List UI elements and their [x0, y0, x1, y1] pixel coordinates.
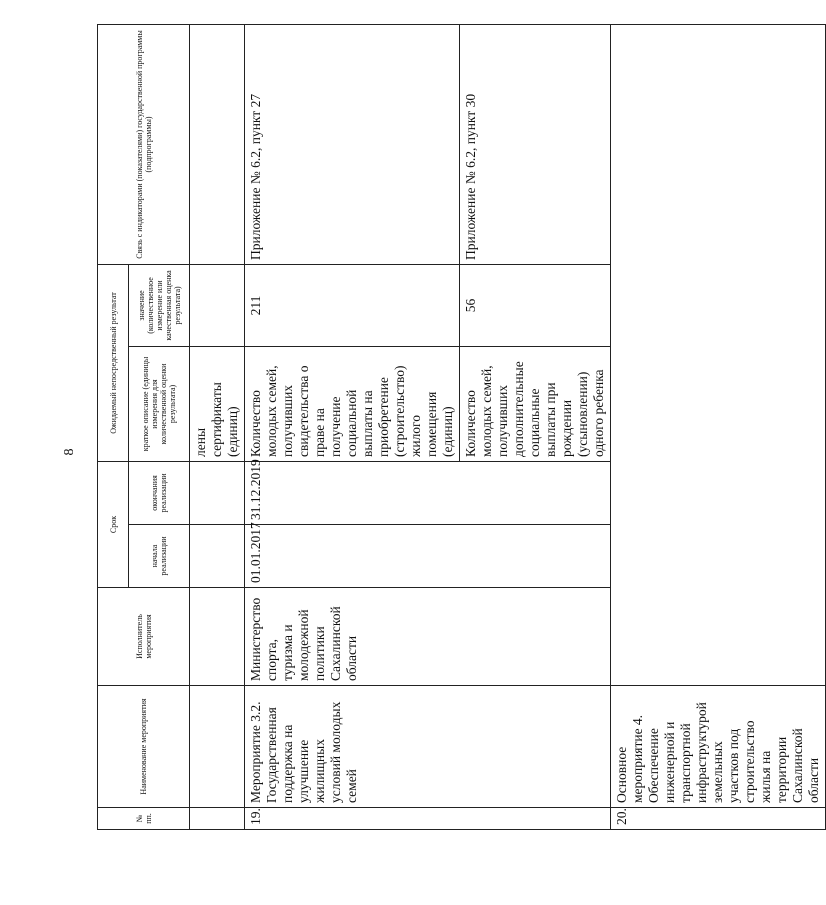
cell-executor: Министерство спорта, туризма и молодежной политики Сахалинской области	[245, 588, 611, 686]
cell-value: 56	[460, 264, 611, 346]
cell-value: 211	[245, 264, 460, 346]
header-link: Связь с индикаторами (показателями) государственной программы (подпрограммы)	[98, 24, 190, 264]
header-num: № пп.	[98, 808, 190, 830]
header-executor: Исполнитель мероприятия	[98, 588, 190, 686]
header-expected-desc: краткое описание (единицы измерения для количественной оценки результата)	[129, 346, 190, 461]
cell-link: Приложение № 6.2, пункт 30	[460, 24, 611, 264]
cell-desc: Количество молодых семей, получивших дополнительные социальные выплаты при рождении (усыновлении) одного ребенка	[460, 346, 611, 461]
header-term: Срок	[98, 461, 129, 587]
page-number: 8	[62, 448, 77, 456]
cell-link	[190, 24, 245, 264]
table-row	[190, 24, 245, 829]
cell-num: 19.	[245, 808, 611, 830]
header-term-end: окончания реализации	[129, 461, 190, 524]
cell-executor	[190, 588, 245, 686]
activities-table	[97, 24, 826, 830]
rotated-table-container	[97, 25, 821, 830]
header-expected: Ожидаемый непосредственный результат	[98, 264, 129, 461]
header-term-start: начала реализации	[129, 525, 190, 588]
cell-empty-span	[611, 24, 826, 685]
cell-end	[190, 461, 245, 524]
cell-num	[190, 808, 245, 830]
cell-end: 31.12.2019	[245, 461, 611, 524]
cell-num: 20.	[611, 808, 826, 830]
table-row	[611, 24, 826, 829]
table-header	[98, 24, 190, 829]
header-name: Наименование мероприятия	[98, 686, 190, 808]
cell-start	[190, 525, 245, 588]
cell-name: Мероприятие 3.2. Государственная поддержка на улучшение жилищных условий молодых семей	[245, 686, 611, 808]
cell-name	[190, 686, 245, 808]
cell-desc: Количество молодых семей, получивших свидетельства о праве на получение социальной выплаты на приобретение (строительство) жилого помещения (единиц)	[245, 346, 460, 461]
cell-desc: лены сертификаты (единиц)	[190, 346, 245, 461]
cell-value	[190, 264, 245, 346]
cell-start: 01.01.2017	[245, 525, 611, 588]
cell-link: Приложение № 6.2, пункт 27	[245, 24, 460, 264]
table-row	[245, 24, 460, 829]
header-expected-value: значение (количественное измерение или качественная оценка результата)	[129, 264, 190, 346]
cell-name: Основное мероприятие 4. Обеспечение инженерной и транспортной инфраструктурой земельных участков под строительство жилья на территории Сахалинской области	[611, 686, 826, 808]
